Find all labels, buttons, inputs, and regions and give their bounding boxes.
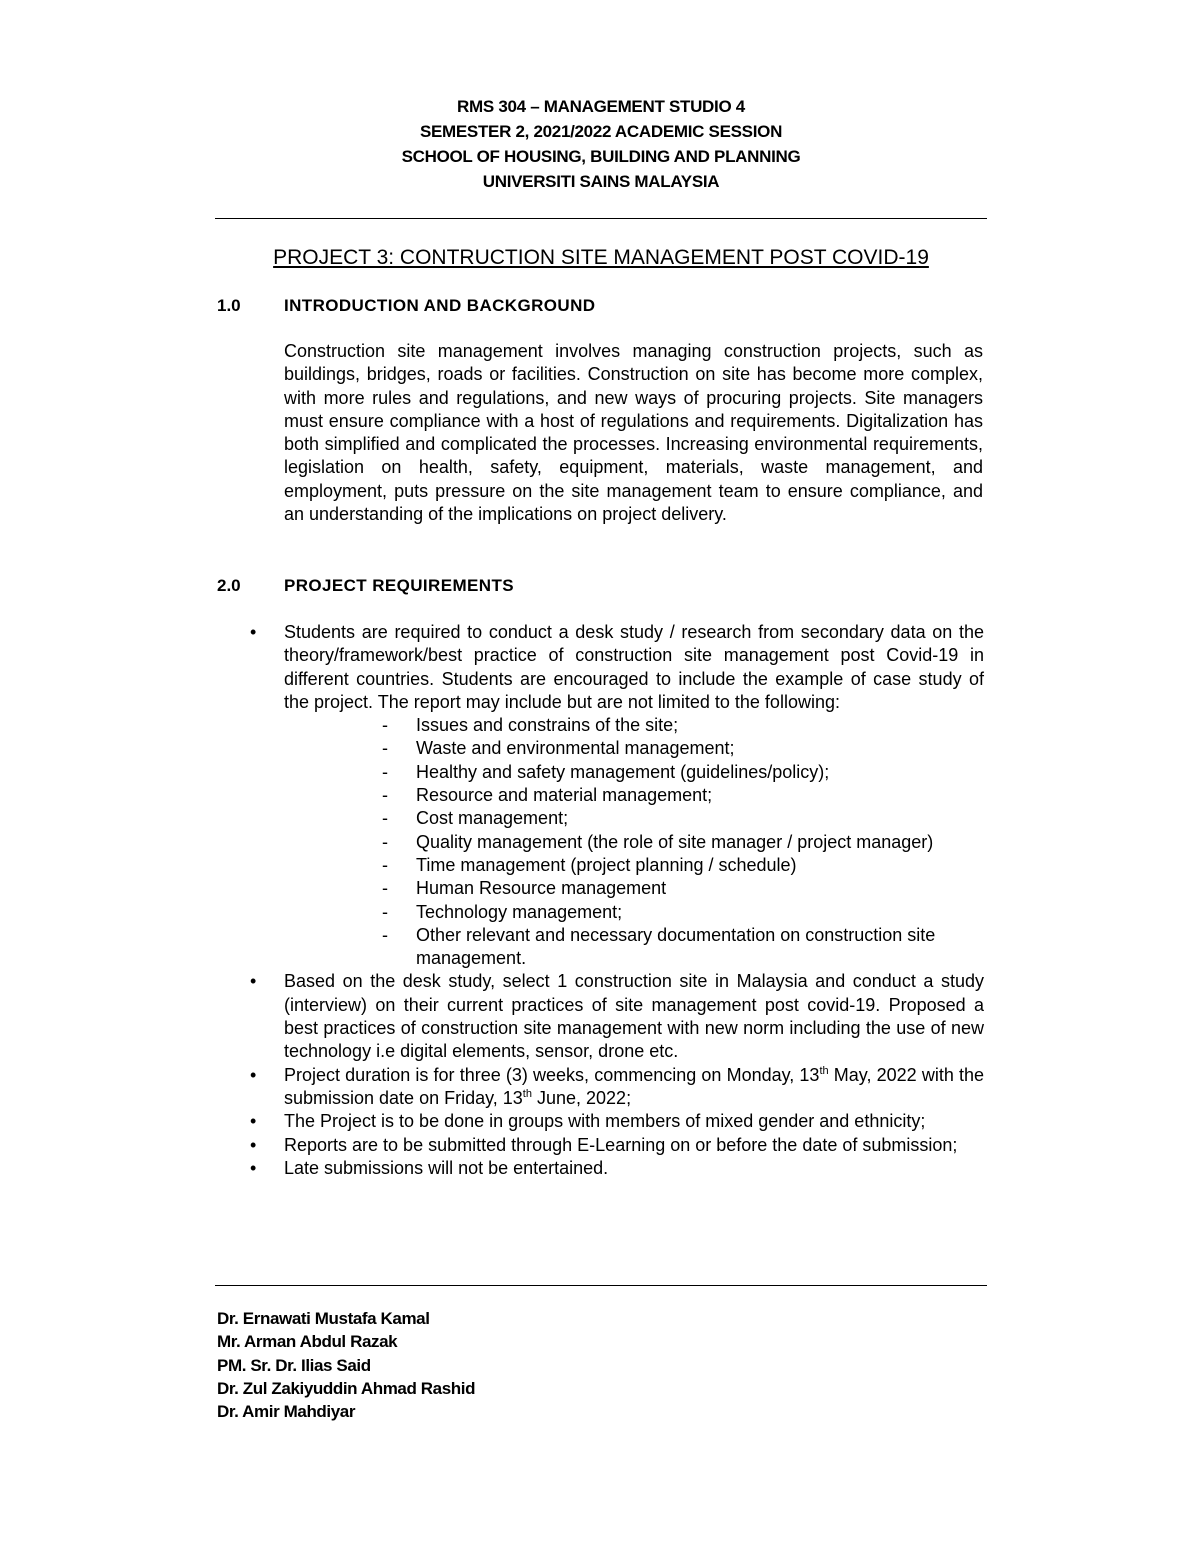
bullet-text: Late submissions will not be entertained. <box>284 1157 609 1178</box>
ordinal-suffix: th <box>522 1087 532 1100</box>
document-header <box>215 94 987 194</box>
section-2-number: 2.0 <box>217 576 241 595</box>
section-1-number: 1.0 <box>217 296 241 315</box>
sub-item-text: Issues and constrains of the site; <box>416 715 679 736</box>
introduction-paragraph: Construction site management involves managing construction projects, such as buildings, bridges, roads or facilities. Construction on site has become more complex, with more rules and regulations, and new ways of procuring projects. Site managers must ensure compliance with a host of regulations and requirements. Digitalization has both simplified and complicated the processes. Increasing environmental requirements, legislation on health, safety, equipment, materials, waste management, and employment, puts pressure on the site management team to ensure compliance, and an understanding of the implications on project delivery. <box>284 341 983 525</box>
bullet-text-part: May, 2022 with the submission date on Friday, 13 <box>284 1064 985 1108</box>
university-line: UNIVERSITI SAINS MALAYSIA <box>482 172 720 191</box>
sub-list-item <box>284 831 984 854</box>
section-2-title: PROJECT REQUIREMENTS <box>284 576 514 595</box>
bullet-text: Based on the desk study, select 1 construction site in Malaysia and conduct a study (interview) on their current practices of site management post covid-19. Proposed a best practices of construction site management with new norm including the use of new technology i.e digital elements, sensor, drone etc. <box>284 971 984 1062</box>
sub-list-item <box>284 924 984 971</box>
sub-list-item <box>284 877 984 900</box>
sub-item-text: Time management (project planning / schedule) <box>416 854 797 875</box>
top-divider <box>215 218 987 219</box>
requirements-list <box>250 621 984 1180</box>
bullet-text: Students are required to conduct a desk study / research from secondary data on the theory/framework/best practice of construction site management post Covid-19 in different countries. Students are encouraged to include the example of case study of the project. The report may include but are not limited to the following: <box>284 622 984 712</box>
dash-icon: - <box>382 761 388 782</box>
lecturer-name: Dr. Amir Mahdiyar <box>217 1402 356 1422</box>
lecturer-name: Dr. Ernawati Mustafa Kamal <box>217 1309 430 1328</box>
dash-icon: - <box>382 901 388 922</box>
list-item <box>250 1110 984 1133</box>
list-item <box>250 621 984 970</box>
section-1-title: INTRODUCTION AND BACKGROUND <box>284 296 596 315</box>
sub-list-item <box>284 737 984 760</box>
sub-list-item <box>284 901 984 924</box>
dash-icon: - <box>382 924 388 945</box>
dash-icon: - <box>382 715 388 736</box>
dash-icon: - <box>382 878 388 899</box>
school-line: SCHOOL OF HOUSING, BUILDING AND PLANNING <box>401 147 801 166</box>
lecturer-list <box>217 1307 475 1423</box>
bullet-icon: • <box>250 1111 257 1132</box>
sub-item-text: Waste and environmental management; <box>416 738 735 759</box>
semester-line: SEMESTER 2, 2021/2022 ACADEMIC SESSION <box>419 122 783 141</box>
sub-item-text: Human Resource management <box>416 878 667 899</box>
sub-list-item <box>284 714 984 737</box>
dash-icon: - <box>382 808 388 829</box>
sub-item-text: Other relevant and necessary documentation on construction site management. <box>416 924 936 969</box>
bullet-icon: • <box>250 971 257 992</box>
bottom-divider <box>215 1285 987 1286</box>
list-item <box>250 970 984 1063</box>
dash-icon: - <box>382 785 388 806</box>
bullet-text: Reports are to be submitted through E-Learning on or before the date of submission; <box>284 1134 958 1155</box>
bullet-icon: • <box>250 1134 257 1155</box>
list-item <box>250 1064 984 1111</box>
list-item <box>250 1157 984 1180</box>
bullet-icon: • <box>250 1064 257 1085</box>
lecturer-name: Mr. Arman Abdul Razak <box>217 1332 398 1352</box>
lecturer-name: PM. Sr. Dr. Ilias Said <box>217 1355 371 1375</box>
sub-list-item <box>284 784 984 807</box>
dash-icon: - <box>382 831 388 852</box>
bullet-text-part: June, 2022; <box>531 1087 632 1108</box>
bullet-icon: • <box>250 622 257 642</box>
bullet-icon: • <box>250 1157 257 1178</box>
list-item <box>250 1134 984 1157</box>
sub-list-item <box>284 807 984 830</box>
sub-list-item <box>284 761 984 784</box>
sub-item-text: Healthy and safety management (guidelines/policy); <box>416 761 830 782</box>
sub-item-text: Cost management; <box>416 808 569 829</box>
sub-item-text: Resource and material management; <box>416 785 713 806</box>
dash-icon: - <box>382 738 388 759</box>
sub-item-text: Quality management (the role of site manager / project manager) <box>416 831 934 852</box>
sub-list <box>284 714 984 970</box>
sub-item-text: Technology management; <box>416 901 623 922</box>
sub-list-item <box>284 854 984 877</box>
ordinal-suffix: th <box>819 1064 829 1077</box>
bullet-text-part: Project duration is for three (3) weeks, commencing on Monday, 13 <box>284 1064 820 1085</box>
dash-icon: - <box>382 854 388 875</box>
bullet-text: The Project is to be done in groups with members of mixed gender and ethnicity; <box>284 1111 926 1132</box>
course-code-line: RMS 304 – MANAGEMENT STUDIO 4 <box>457 97 745 116</box>
project-title: PROJECT 3: CONTRUCTION SITE MANAGEMENT POST COVID-19 <box>273 246 929 269</box>
lecturer-name: Dr. Zul Zakiyuddin Ahmad Rashid <box>217 1378 476 1398</box>
